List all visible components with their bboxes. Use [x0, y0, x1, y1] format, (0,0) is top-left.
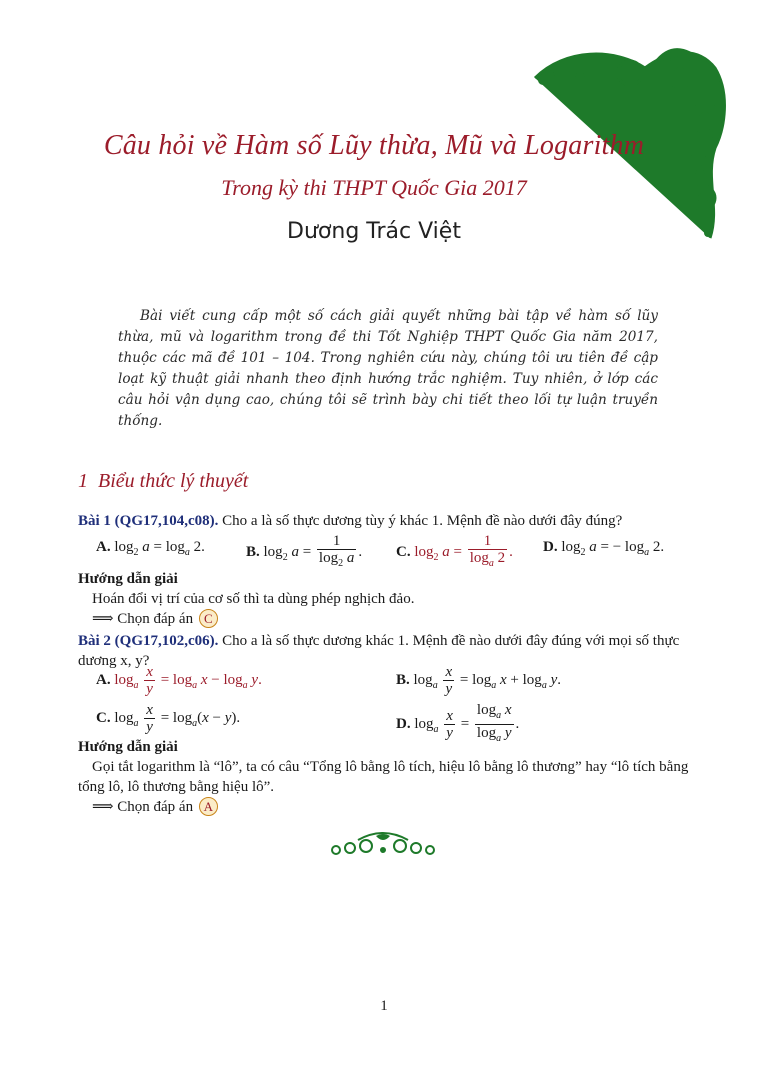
problem-1-statement — [78, 511, 698, 531]
problem-2-choices — [96, 664, 716, 744]
document-title: Câu hỏi về Hàm số Lũy thừa, Mũ và Logarithm — [103, 130, 645, 161]
divider-ornament-icon — [328, 830, 438, 858]
answer-line — [78, 797, 698, 817]
answer-badge: C — [199, 609, 218, 628]
solution-heading: Hướng dẫn giải — [78, 571, 178, 587]
section-title: Biểu thức lý thuyết — [98, 470, 249, 492]
choice-c: C. $\log_2 a$ = $\frac{1}{\log_a 2}$ . — [396, 533, 513, 569]
choice-d: D. $\log_a$ $\frac{x}{y}$ = $\frac{\log_a x}{\log_a y}$ . — [396, 702, 520, 744]
document-subtitle: Trong kỳ thi THPT Quốc Gia 2017 — [221, 175, 527, 200]
choice-a: A. $\log_2 a = \log_a 2$. — [96, 539, 205, 558]
answer-prefix: ⟹ Chọn đáp án — [92, 799, 194, 815]
answer-line — [78, 609, 698, 629]
section-heading — [78, 470, 248, 493]
solution-text: Hoán đổi vị trí của cơ số thì ta dùng phép nghịch đảo. — [92, 591, 415, 607]
answer-badge: A — [199, 797, 218, 816]
author-name: Dương Trác Việt — [287, 219, 461, 244]
problem-1-question: Cho a là số thực dương tùy ý khác 1. Mệnh đề nào dưới đây đúng? — [222, 513, 623, 529]
abstract — [118, 306, 658, 432]
section-number: 1 — [78, 470, 88, 492]
problem-1-label: Bài 1 (QG17,104,c08). — [78, 513, 219, 529]
choice-d: D. $\log_2 a$ = − $\log_a 2$. — [543, 539, 665, 558]
choice-a: A. $\log_a$ $\frac{x}{y}$ = $\log_a x - \log_a y$. — [96, 664, 262, 697]
solution-heading: Hướng dẫn giải — [78, 739, 178, 755]
problem-1-solution — [78, 569, 698, 629]
solution-text: Gọi tắt logarithm là “lô”, ta có câu “Tổng lô bằng lô tích, hiệu lô bằng lô thương” hay “lô tích bằng tổng lô, lô thương bằng hiệu lô”. — [78, 759, 689, 795]
choice-c: C. $\log_a$ $\frac{x}{y}$ = $\log_a(x - y)$. — [96, 702, 241, 735]
page-number: 1 — [380, 998, 388, 1014]
choice-b: B. $\log_2 a$ = $\frac{1}{\log_2 a}$ . — [246, 533, 363, 569]
choice-b: B. $\log_a$ $\frac{x}{y}$ = $\log_a x + \log_a y$. — [396, 664, 561, 697]
abstract-text: Bài viết cung cấp một số cách giải quyết những bài tập về hàm số lũy thừa, mũ và logarithm trong đề thi Tốt Nghiệp THPT Quốc Gia năm 2017, thuộc các mã đề 101 – 104. Trong nghiên cứu này, chúng tôi ưu tiên đề cập loạt kỹ thuật giải nhanh theo định hướng trắc nghiệm. Tuy nhiên, ở lớp các câu hỏi vận dụng cao, chúng tôi sẽ trình bày chi tiết theo lối tự luận truyền thống. — [118, 308, 658, 429]
problem-2-question: Cho a là số thực dương khác 1. Mệnh đề nào dưới đây đúng với mọi số thực dương x, y? — [78, 633, 680, 669]
problem-2-label: Bài 2 (QG17,102,c06). — [78, 633, 219, 649]
problem-2-solution — [78, 737, 698, 817]
answer-prefix: ⟹ Chọn đáp án — [92, 611, 194, 627]
